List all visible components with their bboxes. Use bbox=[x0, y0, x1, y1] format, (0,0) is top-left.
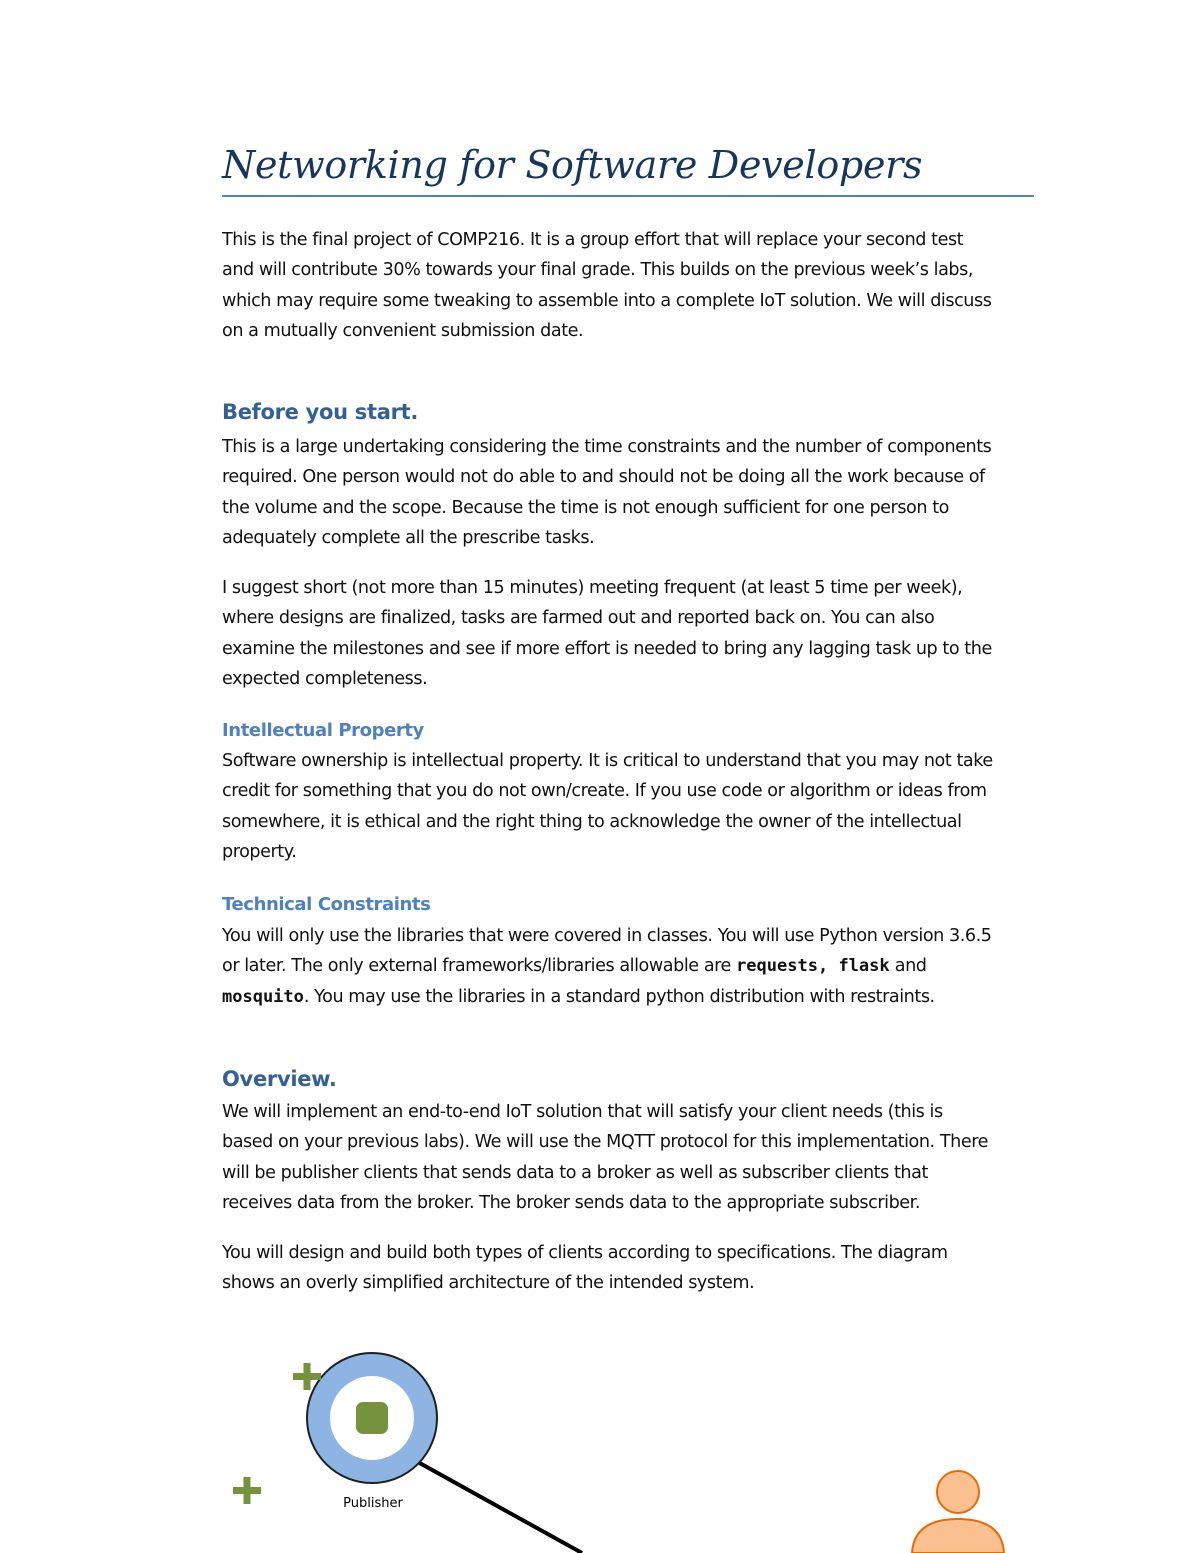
text-line: credit for something that you do not own/create. If you use code or algorithm or ideas from bbox=[222, 781, 987, 802]
code-flask: flask bbox=[838, 956, 890, 977]
intro-line: on a mutually convenient submission date. bbox=[222, 321, 584, 342]
text-line: receives data from the broker. The broker sends data to the appropriate subscriber. bbox=[222, 1193, 920, 1214]
heading-technical-constraints: Technical Constraints bbox=[222, 894, 431, 915]
intellectual-property-paragraph bbox=[222, 746, 1037, 868]
text-line: required. One person would not do able to and should not be doing all the work because of bbox=[222, 467, 985, 488]
text-line: You will design and build both types of clients according to specifications. The diagram bbox=[222, 1243, 948, 1263]
text-line: or later. The only external frameworks/libraries allowable are bbox=[222, 956, 737, 977]
overview-paragraph-1 bbox=[222, 1097, 1037, 1219]
text-line: based on your previous labs). We will use the MQTT protocol for this implementation. There bbox=[222, 1132, 988, 1153]
text-line: We will implement an end-to-end IoT solution that will satisfy your client needs (this is bbox=[222, 1102, 943, 1122]
heading-overview: Overview. bbox=[222, 1067, 337, 1091]
technical-constraints-paragraph bbox=[222, 921, 1037, 1012]
text-and: and bbox=[889, 956, 927, 977]
before-start-paragraph-1 bbox=[222, 432, 1037, 554]
person-icon bbox=[912, 1471, 1004, 1553]
code-requests: requests bbox=[736, 956, 818, 977]
text-line: shows an overly simplified architecture of the intended system. bbox=[222, 1273, 755, 1294]
before-start-paragraph-2 bbox=[222, 573, 1037, 695]
text-line: expected completeness. bbox=[222, 669, 428, 690]
text-line: You will only use the libraries that were covered in classes. You will use Python version 3.6.5 bbox=[222, 926, 992, 946]
architecture-diagram bbox=[0, 1330, 1200, 1553]
intro-line: This is the final project of COMP216. It is a group effort that will replace your second test bbox=[222, 230, 964, 250]
heading-before-you-start: Before you start. bbox=[222, 400, 419, 424]
text-line: I suggest short (not more than 15 minutes) meeting frequent (at least 5 time per week), bbox=[222, 578, 963, 598]
code-separator: , bbox=[817, 956, 839, 977]
overview-paragraph-2 bbox=[222, 1238, 1037, 1299]
text-line: adequately complete all the prescribe tasks. bbox=[222, 528, 595, 549]
connection-line bbox=[416, 1461, 582, 1553]
text-line: examine the milestones and see if more effort is needed to bring any lagging task up to the bbox=[222, 638, 992, 659]
plus-icon bbox=[233, 1477, 261, 1504]
intro-line: which may require some tweaking to assemble into a complete IoT solution. We will discuss bbox=[222, 290, 992, 311]
page-title: Networking for Software Developers bbox=[222, 143, 923, 187]
text-line: Software ownership is intellectual property. It is critical to understand that you may not take bbox=[222, 751, 993, 771]
text-line: will be publisher clients that sends data to a broker as well as subscriber clients that bbox=[222, 1162, 928, 1183]
text-line: where designs are finalized, tasks are farmed out and reported back on. You can also bbox=[222, 608, 935, 629]
diagram-canvas bbox=[0, 1330, 1200, 1553]
heading-intellectual-property: Intellectual Property bbox=[222, 720, 424, 741]
text-line: property. bbox=[222, 842, 297, 863]
text-line: . You may use the libraries in a standard python distribution with restraints. bbox=[303, 986, 935, 1007]
title-underline bbox=[222, 195, 1034, 197]
intro-paragraph bbox=[222, 225, 1037, 347]
publisher-node-icon bbox=[356, 1402, 388, 1434]
text-line: This is a large undertaking considering the time constraints and the number of components bbox=[222, 437, 992, 457]
intro-line: and will contribute 30% towards your final grade. This builds on the previous week’s labs, bbox=[222, 260, 973, 281]
code-mosquito: mosquito bbox=[222, 986, 304, 1007]
text-line: the volume and the scope. Because the time is not enough sufficient for one person to bbox=[222, 497, 949, 518]
publisher-label: Publisher bbox=[343, 1496, 403, 1511]
text-line: somewhere, it is ethical and the right thing to acknowledge the owner of the intellectual bbox=[222, 811, 962, 832]
